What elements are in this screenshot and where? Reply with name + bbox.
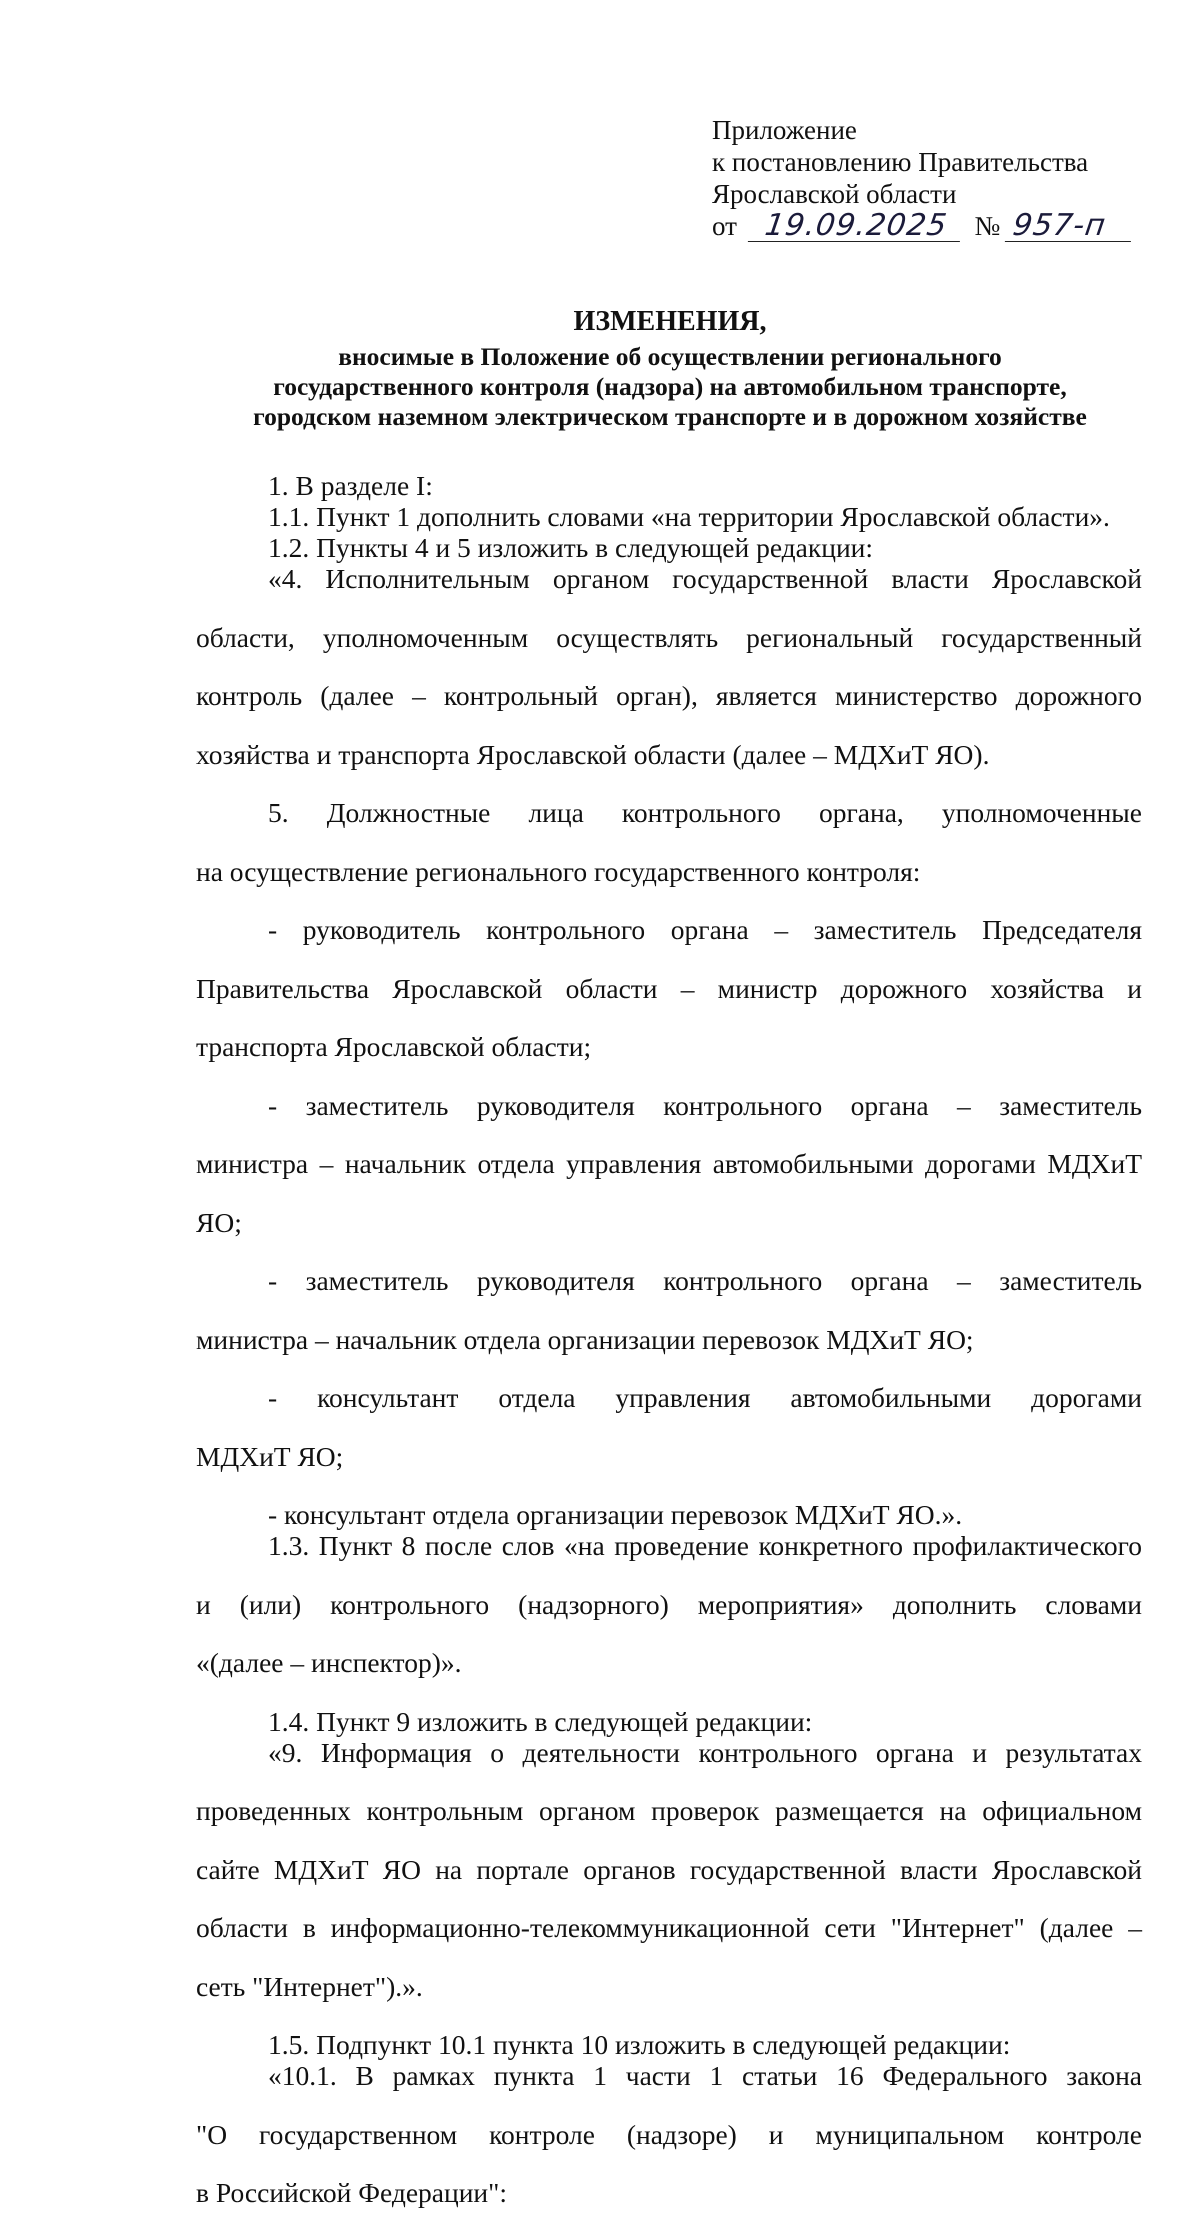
handwritten-date: 19.09.2025 xyxy=(748,211,964,242)
text-line: - консультант отдела организации перевозок МДХиТ ЯО.». xyxy=(268,1499,963,1530)
text-line: "О государственном контроле (надзоре) и муниципальном контроле xyxy=(196,2118,1142,2150)
text-line: хозяйства и транспорта Ярославской области (далее – МДХиТ ЯО). xyxy=(196,738,990,770)
text-line: проведенных контрольным органом проверок размещается на официальном xyxy=(196,1795,1142,1826)
date-prefix: от xyxy=(712,211,737,241)
handwritten-number: 957-п xyxy=(1005,211,1135,242)
document-subtitle xyxy=(190,342,1150,432)
text-line: области в информационно-телекоммуникационной сети "Интернет" (далее – xyxy=(196,1912,1142,1943)
text-line: «9. Информация о деятельности контрольного органа и результатах xyxy=(268,1736,1142,1768)
text-line: сайте МДХиТ ЯО на портале органов государственной власти Ярославской xyxy=(196,1853,1142,1885)
text-line: 1.4. Пункт 9 изложить в следующей редакции: xyxy=(268,1705,813,1737)
text-line: 1. В разделе I: xyxy=(268,470,433,501)
text-line: 1.5. Подпункт 10.1 пункта 10 изложить в следующей редакции: xyxy=(268,2029,1011,2060)
document-title: ИЗМЕНЕНИЯ, xyxy=(573,306,767,337)
text-line: «10.1. В рамках пункта 1 части 1 статьи 16 Федерального закона xyxy=(268,2060,1142,2091)
text-line: контроль (далее – контрольный орган), является министерство дорожного xyxy=(196,680,1142,711)
text-line: «4. Исполнительным органом государственной власти Ярославской xyxy=(268,563,1142,594)
text-line: - заместитель руководителя контрольного органа – заместитель xyxy=(268,1089,1142,1121)
text-line: 1.3. Пункт 8 после слов «на проведение конкретного профилактического xyxy=(268,1530,1142,1561)
appendix-date-line xyxy=(712,210,1133,242)
document-body xyxy=(196,470,1142,2236)
text-line: ЯО; xyxy=(196,1206,242,1238)
number-prefix: № xyxy=(974,211,1001,241)
text-line: в Российской Федерации": xyxy=(196,2177,507,2208)
appendix-header xyxy=(712,114,1133,242)
text-line: - заместитель руководителя контрольного органа – заместитель xyxy=(268,1265,1142,1296)
text-line: транспорта Ярославской области; xyxy=(196,1031,592,1062)
text-line: области, уполномоченным осуществлять региональный государственный xyxy=(196,621,1142,653)
appendix-line-1: Приложение xyxy=(712,115,857,145)
text-line: 1.2. Пункты 4 и 5 изложить в следующей редакции: xyxy=(268,532,874,563)
subtitle-line: государственного контроля (надзора) на автомобильном транспорте, xyxy=(273,372,1067,401)
appendix-line-2: к постановлению Правительства xyxy=(712,147,1089,177)
text-line: 5. Должностные лица контрольного органа, уполномоченные xyxy=(268,797,1142,828)
text-line: «(далее – инспектор)». xyxy=(196,1647,462,1678)
appendix-line-3: Ярославской области xyxy=(712,179,957,209)
text-line: сеть "Интернет").». xyxy=(196,1970,423,2002)
text-line: министра – начальник отдела организации перевозок МДХиТ ЯО; xyxy=(196,1323,974,1355)
text-line: на осуществление регионального государственного контроля: xyxy=(196,855,921,887)
text-line: министра – начальник отдела управления автомобильными дорогами МДХиТ xyxy=(196,1148,1142,1179)
text-line: МДХиТ ЯО; xyxy=(196,1440,344,1472)
subtitle-line: вносимые в Положение об осуществлении регионального xyxy=(338,342,1002,371)
text-line: - консультант отдела управления автомобильными дорогами xyxy=(268,1382,1142,1413)
text-line: Правительства Ярославской области – министр дорожного хозяйства и xyxy=(196,972,1142,1004)
text-line: 1.1. Пункт 1 дополнить словами «на территории Ярославской области». xyxy=(268,501,1110,532)
text-line: - руководитель контрольного органа – заместитель Председателя xyxy=(268,914,1142,945)
text-line: и (или) контрольного (надзорного) мероприятия» дополнить словами xyxy=(196,1588,1142,1620)
subtitle-line: городском наземном электрическом транспорте и в дорожном хозяйстве xyxy=(253,402,1087,431)
